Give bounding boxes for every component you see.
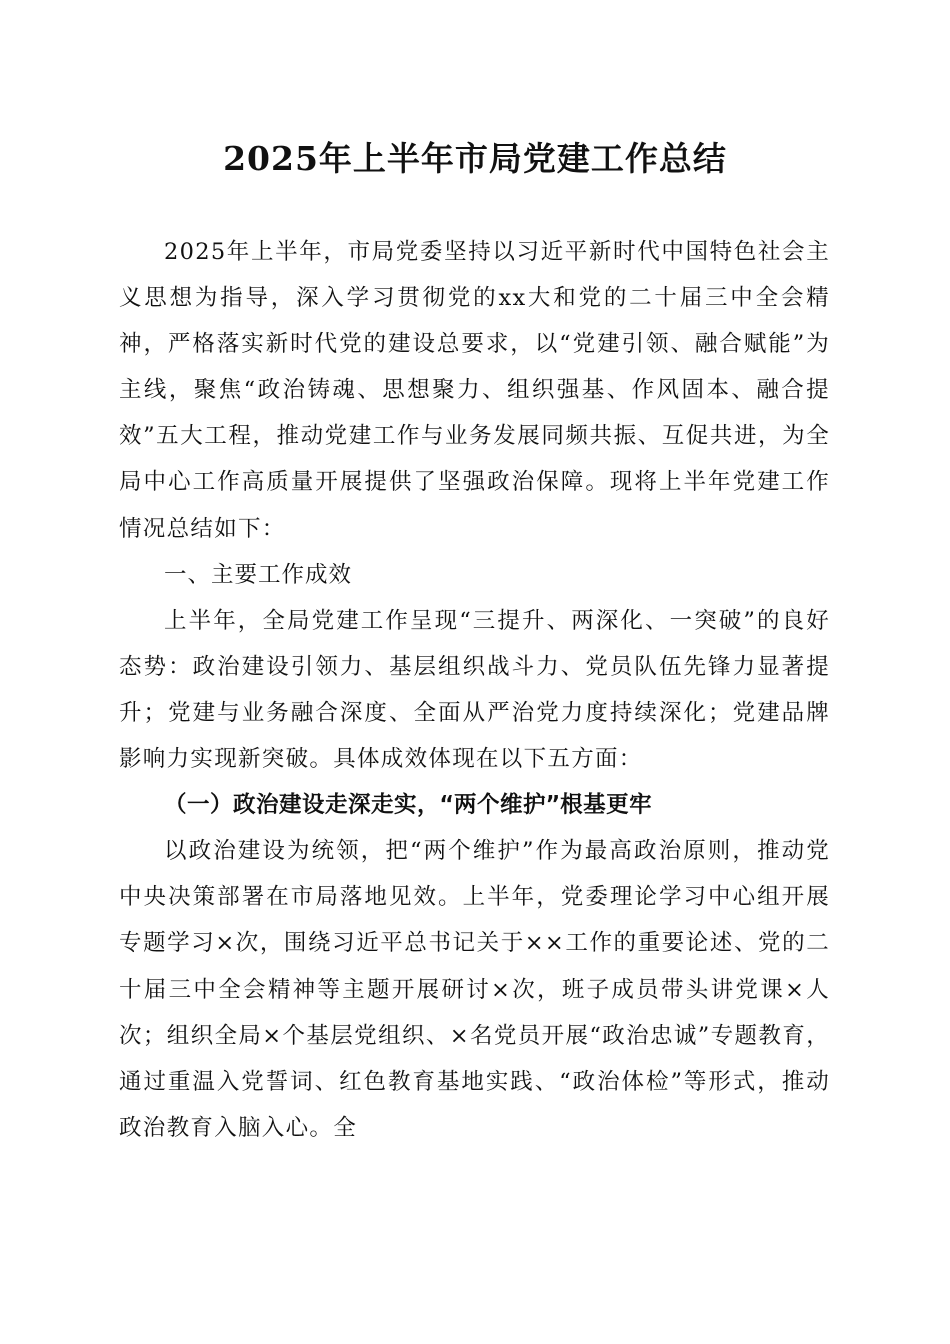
document-title: 2025年上半年市局党建工作总结 xyxy=(223,139,727,178)
intro-paragraph: 2025年上半年，市局党委坚持以习近平新时代中国特色社会主义思想为指导，深入学习贯彻党的xx大和党的二十届三中全会精神，严格落实新时代党的建设总要求，以“党建引领、融合赋能”为主线，聚焦“政治铸魂、思想聚力、组织强基、作风固本、融合提效”五大工程，推动党建工作与业务发展同频共振、互促共进，为全局中心工作高质量开展提供了坚强政治保障。现将上半年党建工作情况总结如下： xyxy=(119,239,830,542)
subsection-body-paragraph: 以政治建设为统领，把“两个维护”作为最高政治原则，推动党中央决策部署在市局落地见效。上半年，党委理论学习中心组开展专题学习×次，围绕习近平总书记关于××工作的重要论述、党的二十届三中全会精神等主题开展研讨×次，班子成员带头讲党课×人次；组织全局×个基层党组织、×名党员开展“政治忠诚”专题教育，通过重温入党誓词、红色教育基地实践、“政治体检”等形式，推动政治教育入脑入心。全 xyxy=(119,838,830,1141)
section-heading-main-achievements: 一、主要工作成效 xyxy=(164,561,353,588)
document-body xyxy=(119,229,830,1151)
subsection-heading-political-building: （一）政治建设走深走实，“两个维护”根基更牢 xyxy=(164,792,653,819)
section-summary-paragraph: 上半年，全局党建工作呈现“三提升、两深化、一突破”的良好态势：政治建设引领力、基层组织战斗力、党员队伍先锋力显著提升；党建与业务融合深度、全面从严治党力度持续深化；党建品牌影响力实现新突破。具体成效体现在以下五方面： xyxy=(119,607,830,773)
